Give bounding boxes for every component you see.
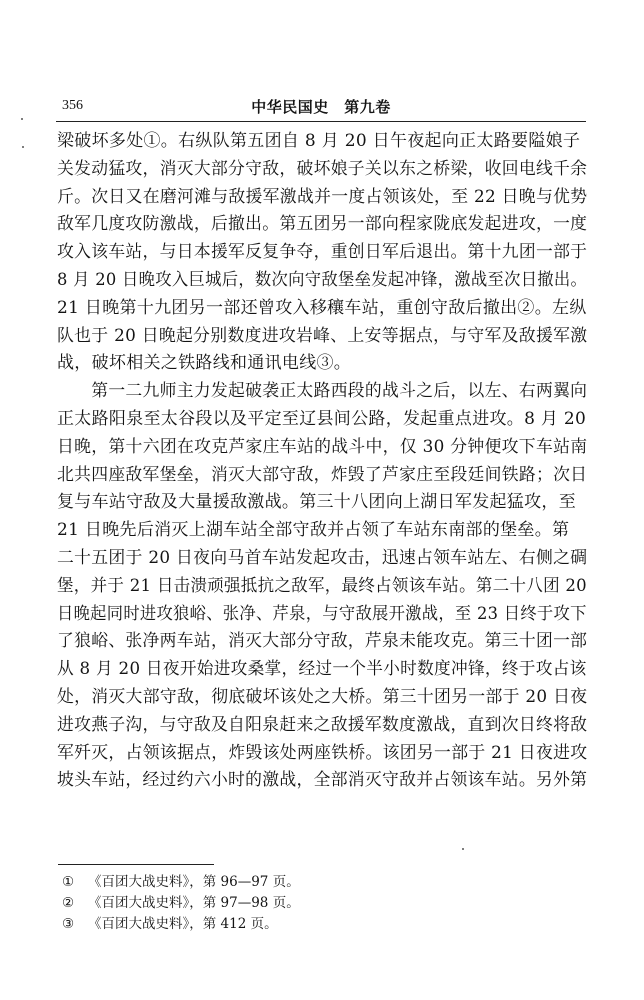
body-line: 军歼灭，占领该据点，炸毁该处两座铁桥。该团另一部于 21 日夜进攻 [57,742,588,763]
header-rule [56,121,586,122]
body-line: 关发动猛攻，消灭大部分守敌，破坏娘子关以东之桥梁，收回电线千余 [57,158,588,179]
footnote-item [62,893,562,914]
body-line: 处，消灭大部守敌，彻底破坏该处之大桥。第三十团另一部于 20 日夜 [57,686,588,707]
body-line: 8 月 20 日晚攻入巨城后，数次向守敌堡垒发起冲锋，激战至次日撤出。 [57,269,588,290]
body-text [57,128,587,795]
body-line: 梁破坏多处①。右纵队第五团自 8 月 20 日午夜起向正太路要隘娘子 [57,131,581,151]
footnote-item [62,872,562,893]
body-line: 堡，并于 21 日击溃顽强抵抗之敌军，最终占领该车站。第二十八团 20 [57,575,587,596]
body-line: 第一二九师主力发起破袭正太路西段的战斗之后，以左、右两翼向 [57,381,588,402]
scan-speck [21,118,23,120]
page-header [56,96,586,120]
footnote-mark: ① [62,874,75,890]
footnote-text: 《百团大战史料》，第 96—97 页。 [88,874,300,890]
footnote-mark: ② [62,895,75,911]
body-line: 坡头车站，经过约六小时的激战，全部消灭守敌并占领该车站。另外第 [57,770,588,791]
body-line: 正太路阳泉至太谷段以及平定至辽县间公路，发起重点进攻。8 月 20 [57,408,587,429]
footnote-rule [58,864,214,865]
footnote-item [62,914,562,935]
body-line: 战，破坏相关之铁路线和通讯电线③。 [57,353,352,374]
footnote-text: 《百团大战史料》，第 412 页。 [88,916,278,932]
body-line: 复与车站守敌及大量援敌激战。第三十八团向上湖日军发起猛攻，至 [57,492,576,513]
body-line: 了狼峪、张净两车站，消灭大部分守敌，芹泉未能攻克。第三十团一部 [57,631,588,652]
scan-speck [22,146,24,148]
body-line: 日晚，第十六团在攻克芦家庄车站的战斗中，仅 30 分钟便攻下车站南 [57,436,588,457]
body-line: 敌军几度攻防激战，后撤出。第五团另一部向程家陇底发起进攻，一度 [57,214,588,235]
body-line: 进攻燕子沟，与守敌及自阳泉赶来之敌援军数度激战，直到次日终将敌 [57,714,588,735]
scan-speck [462,848,464,850]
page-number: 356 [62,98,83,113]
footnote-text: 《百团大战史料》，第 97—98 页。 [88,895,300,911]
body-line: 21 日晚第十九团另一部还曾攻入移穰车站，重创守敌后撤出②。左纵 [57,297,587,318]
body-line: 斤。次日又在磨河滩与敌援军激战并一度占领该处，至 22 日晚与优势 [57,186,588,207]
body-line: 日晚起同时进攻狼峪、张净、芹泉，与守敌展开激战，至 23 日终于攻下 [57,603,587,624]
footnote-mark: ③ [62,916,75,932]
running-title: 中华民国史 第九卷 [251,98,391,116]
body-line: 21 日晚先后消灭上湖车站全部守敌并占领了车站东南部的堡垒。第 [57,520,570,541]
body-line: 从 8 月 20 日夜开始进攻桑掌，经过一个半小时数度冲锋，终于攻占该 [57,659,587,680]
body-line: 北共四座敌军堡垒，消灭大部守敌，炸毁了芦家庄至段廷间铁路；次日 [57,464,588,485]
body-line: 二十五团于 20 日夜向马首车站发起攻击，迅速占领车站左、右侧之碉 [57,547,588,568]
body-line: 队也于 20 日晚起分别数度进攻岩峰、上安等据点，与守军及敌援军激 [57,325,588,346]
body-line: 攻入该车站，与日本援军反复争夺，重创日军后退出。第十九团一部于 [57,242,588,263]
footnotes [62,872,562,935]
